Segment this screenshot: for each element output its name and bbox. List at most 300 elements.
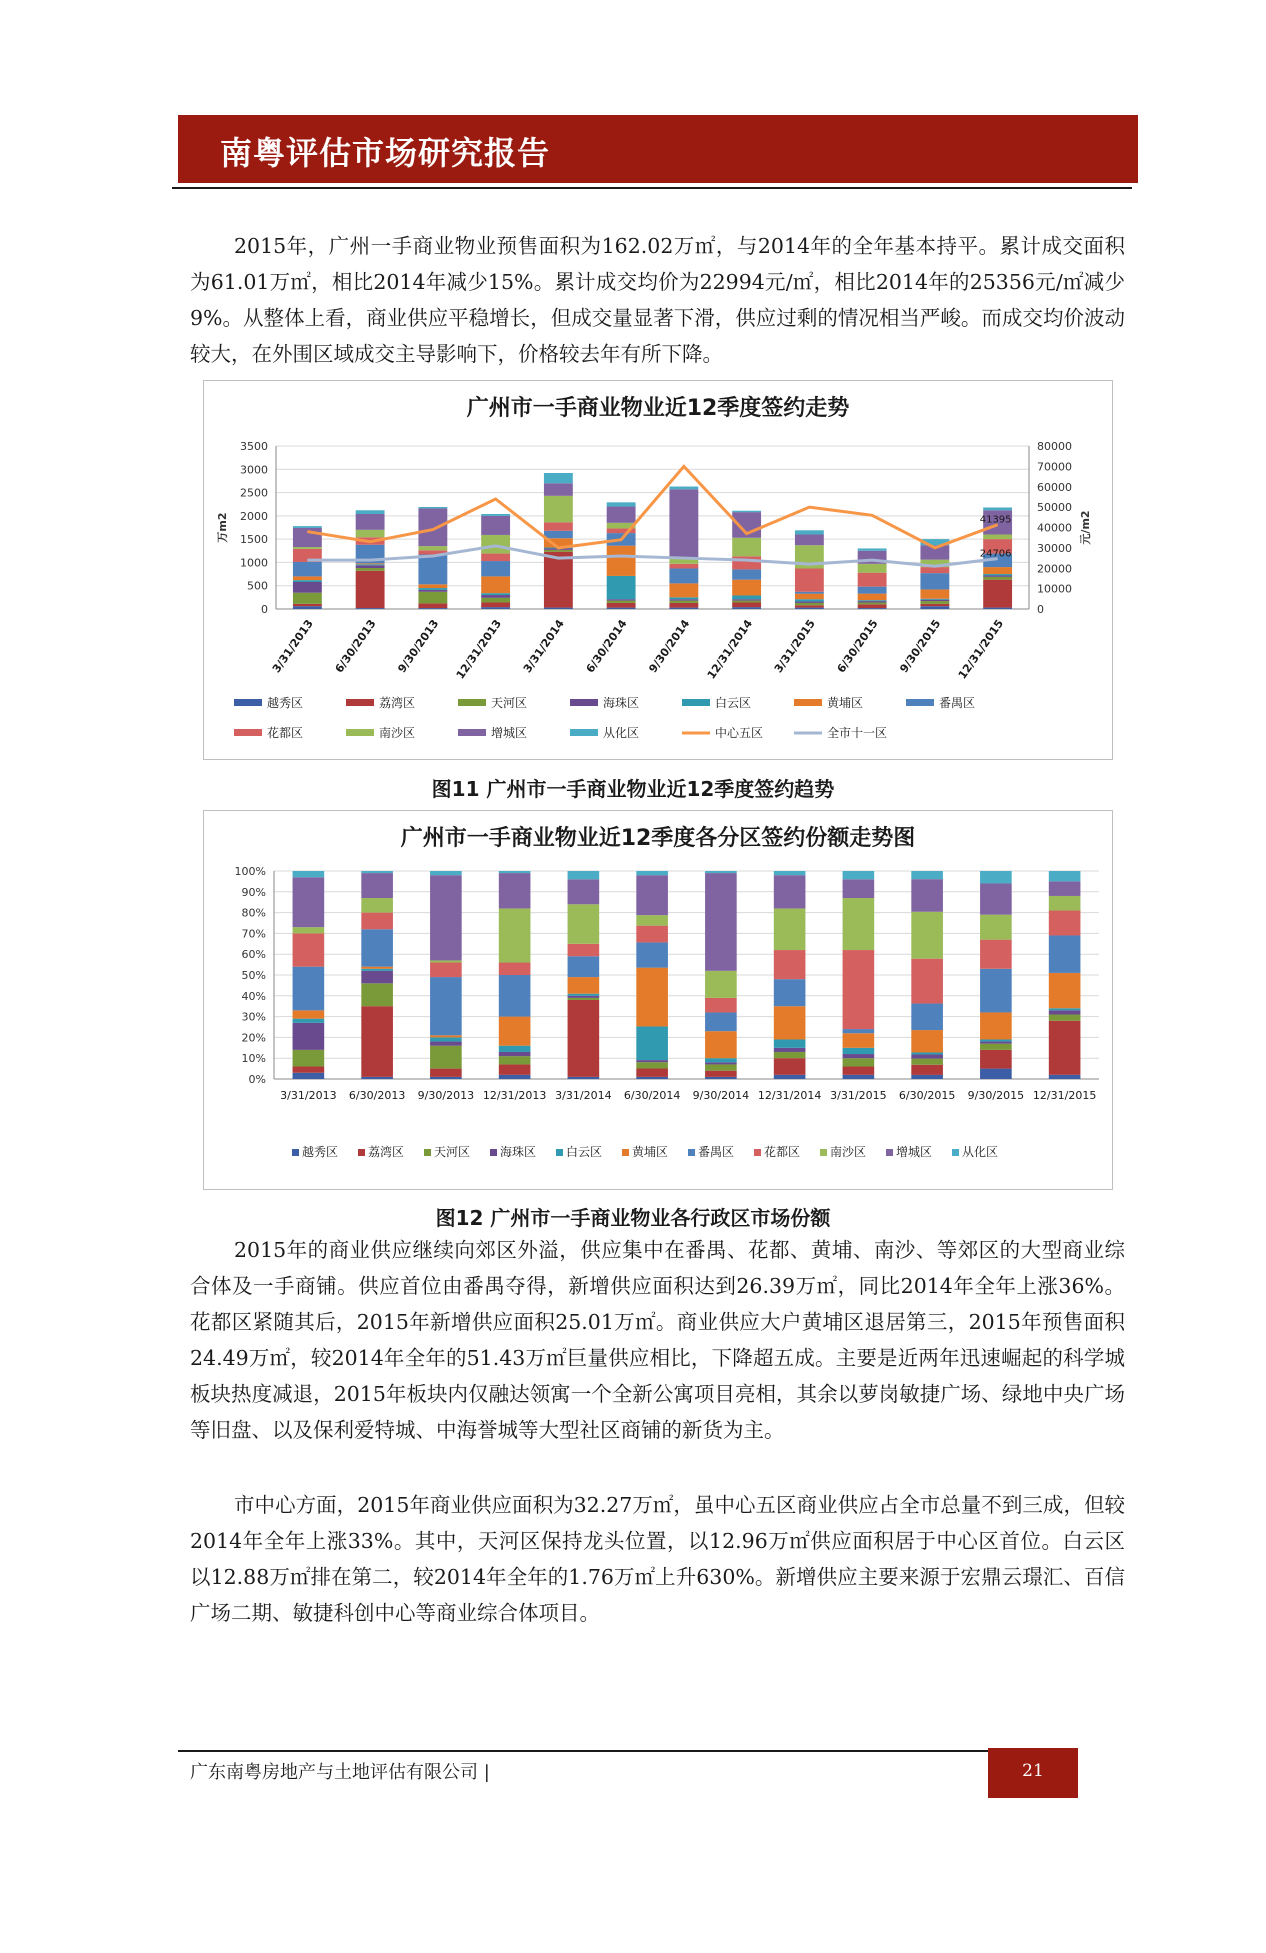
- bar-segment---6: [669, 583, 698, 597]
- bar-segment---2: [418, 507, 447, 508]
- report-title: 南粤评估市场研究报告: [220, 134, 551, 172]
- bar-segment---4: [568, 998, 600, 1000]
- bar-segment---1: [356, 530, 385, 537]
- bar-segment---6: [669, 564, 698, 569]
- bar-segment---11: [1049, 1008, 1081, 1010]
- bar-segment---3: [481, 576, 510, 593]
- bar-segment---10: [980, 1069, 1012, 1079]
- bar-segment---0: [293, 1067, 325, 1073]
- bar-segment---7: [774, 1039, 806, 1047]
- bar-segment---6: [705, 1062, 737, 1064]
- header-divider: [172, 187, 1132, 189]
- page-number: 21: [988, 1748, 1078, 1798]
- bar-segment---6: [705, 1012, 737, 1031]
- bar-segment---2: [430, 1069, 462, 1077]
- bar-segment---8: [843, 1075, 875, 1079]
- bar-segment---3: [499, 1056, 531, 1064]
- bar-segment---8: [795, 592, 824, 594]
- bar-segment---4: [544, 496, 573, 523]
- bar-segment---6: [669, 603, 698, 608]
- bar-segment---2: [430, 871, 462, 875]
- bar-segment---8: [795, 568, 824, 591]
- bar-segment---1: [361, 873, 393, 898]
- bar-segment---0: [293, 1023, 325, 1050]
- legend-swatch: [458, 699, 486, 706]
- x-tick-label: 6/30/2013: [348, 1089, 406, 1102]
- bar-segment---8: [795, 530, 824, 534]
- y2-tick-label: 20000: [1037, 562, 1072, 576]
- bar-segment---1: [361, 1077, 393, 1079]
- bar-segment---10: [920, 601, 949, 604]
- bar-segment---8: [843, 1067, 875, 1075]
- y-tick-label: 60%: [241, 948, 266, 962]
- bar-segment---2: [430, 1035, 462, 1037]
- bar-segment---8: [843, 1029, 875, 1033]
- legend-label: 海珠区: [603, 696, 640, 710]
- bar-segment---5: [636, 926, 668, 943]
- x-tick-label: 12/31/2014: [757, 1089, 822, 1102]
- bar-segment---5: [636, 1026, 668, 1060]
- y-tick-label: 80%: [241, 906, 266, 920]
- bar-segment---11: [1049, 935, 1081, 972]
- bar-segment---2: [430, 875, 462, 960]
- bar-segment---0: [293, 927, 325, 933]
- bar-segment---4: [568, 904, 600, 944]
- bar-segment---2: [418, 588, 447, 590]
- bar-segment---4: [568, 1000, 600, 1077]
- legend-label: 从化区: [603, 726, 640, 740]
- bar-segment---9: [858, 548, 887, 550]
- bar-segment---11: [983, 574, 1012, 575]
- bar-segment---4: [544, 531, 573, 538]
- x-tick-label: 12/31/2013: [453, 617, 505, 682]
- bar-segment---7: [774, 979, 806, 1006]
- bar-segment---5: [607, 599, 636, 600]
- legend-swatch: [346, 699, 374, 706]
- bar-segment---1: [356, 565, 385, 568]
- bar-segment---8: [843, 879, 875, 898]
- legend-swatch: [682, 699, 710, 706]
- bar-segment---4: [568, 996, 600, 998]
- y2-tick-label: 60000: [1037, 480, 1072, 494]
- paragraph-supply-text: 2015年的商业供应继续向郊区外溢，供应集中在番禺、花都、黄埔、南沙、等郊区的大型商业综合体及一手商铺。供应首位由番禺夺得，新增供应面积达到26.39万㎡，同比2014年全年上涨36%。花都区紧随其后，2015年新增供应面积25.01万㎡。商业供应大户黄埔区退居第三，2015年预售面积24.49万㎡，较2014年全年的51.43万㎡巨量供应相比，下降超五成。主要是近两年迅速崛起的科学城板块热度减退，2015年板块内仅融达领寓一个全新公寓项目亮相，其余以萝岗敏捷广场、绿地中央广场等旧盘、以及保利爱特城、中海誉城等大型社区商铺的新货为主。: [190, 1238, 1125, 1442]
- bar-segment---1: [356, 510, 385, 514]
- bar-segment---3: [481, 514, 510, 516]
- x-tick-label: 12/31/2015: [1032, 1089, 1097, 1102]
- x-tick-label: 3/31/2015: [830, 1089, 887, 1102]
- bar-segment---10: [920, 604, 949, 606]
- figure-11-caption: 图11 广州市一手商业物业近12季度签约趋势: [431, 777, 835, 801]
- legend-label: 越秀区: [302, 1145, 339, 1159]
- chart-signing-trend: [203, 380, 1113, 760]
- bar-segment---11: [983, 507, 1012, 510]
- bar-segment---3: [481, 598, 510, 603]
- bar-segment---10: [980, 1042, 1012, 1044]
- bar-segment---8: [843, 1054, 875, 1058]
- bar-segment---8: [795, 594, 824, 600]
- bar-segment---10: [980, 940, 1012, 969]
- bar-segment---3: [481, 554, 510, 561]
- legend-swatch: [794, 699, 822, 706]
- bar-segment---11: [1049, 896, 1081, 911]
- y-axis-label: 万m2: [216, 512, 229, 543]
- line-series-1: [307, 546, 997, 566]
- bar-segment---5: [607, 576, 636, 599]
- bar-segment---3: [481, 595, 510, 598]
- bar-segment---5: [636, 915, 668, 926]
- chart-district-share-svg: [204, 811, 1112, 1189]
- bar-segment---9: [911, 871, 943, 879]
- y-tick-label: 20%: [241, 1031, 266, 1045]
- x-tick-label: 6/30/2015: [834, 617, 881, 676]
- legend-swatch: [458, 729, 486, 736]
- bar-segment---2: [418, 555, 447, 585]
- bar-segment---8: [795, 602, 824, 603]
- bar-segment---2: [418, 546, 447, 550]
- bar-segment---2: [418, 603, 447, 608]
- x-tick-label: 6/30/2014: [623, 1089, 681, 1102]
- bar-segment---7: [774, 871, 806, 875]
- x-tick-label: 9/30/2015: [967, 1089, 1025, 1102]
- bar-segment---8: [795, 603, 824, 605]
- bar-segment---7: [774, 908, 806, 950]
- bar-segment---4: [568, 879, 600, 904]
- legend-swatch: [570, 699, 598, 706]
- x-tick-label: 9/30/2013: [395, 617, 442, 676]
- paragraph-intro: [190, 228, 1125, 372]
- bar-segment---11: [1049, 1015, 1081, 1021]
- bar-segment---7: [774, 1052, 806, 1058]
- bar-segment---8: [795, 534, 824, 545]
- legend-swatch: [346, 729, 374, 736]
- legend-swatch: [952, 1149, 959, 1156]
- bar-segment---1: [361, 898, 393, 913]
- bar-segment---0: [293, 1019, 325, 1023]
- x-tick-label: 9/30/2013: [417, 1089, 475, 1102]
- bar-segment---5: [636, 1068, 668, 1076]
- x-tick-label: 3/31/2013: [280, 1089, 337, 1102]
- legend-swatch: [754, 1149, 761, 1156]
- bar-segment---0: [293, 933, 325, 966]
- bar-segment---1: [356, 568, 385, 571]
- bar-segment---10: [920, 599, 949, 600]
- legend-swatch: [886, 1149, 893, 1156]
- bar-segment---0: [293, 582, 322, 593]
- legend-label: 番禺区: [939, 696, 976, 710]
- legend-label: 南沙区: [830, 1145, 867, 1159]
- bar-segment---3: [481, 602, 510, 607]
- legend-swatch: [906, 699, 934, 706]
- bar-segment---7: [774, 1006, 806, 1039]
- bar-segment---3: [499, 1017, 531, 1046]
- bar-segment---10: [920, 573, 949, 589]
- bar-segment---6: [705, 1064, 737, 1070]
- y2-axis-label: 元/m2: [1079, 510, 1092, 545]
- bar-segment---0: [293, 871, 325, 877]
- bar-segment---10: [980, 969, 1012, 1013]
- legend-label: 增城区: [896, 1145, 933, 1159]
- bar-segment---0: [293, 562, 322, 576]
- bar-segment---3: [499, 873, 531, 908]
- bar-segment---2: [418, 608, 447, 609]
- bar-segment---5: [607, 601, 636, 603]
- bar-segment---6: [705, 1058, 737, 1062]
- bar-segment---9: [858, 564, 887, 573]
- bar-segment---0: [293, 593, 322, 604]
- legend-label: 黄埔区: [632, 1145, 669, 1159]
- bar-segment---9: [858, 600, 887, 601]
- bar-segment---3: [499, 1075, 531, 1079]
- bar-segment---1: [361, 983, 393, 1006]
- legend-swatch: [622, 1149, 629, 1156]
- bar-segment---9: [911, 1075, 943, 1079]
- legend-label: 从化区: [962, 1145, 999, 1159]
- bar-segment---5: [607, 603, 636, 608]
- bar-segment---4: [544, 522, 573, 530]
- chart-title: 广州市一手商业物业近12季度签约走势: [466, 396, 850, 421]
- data-label: 41395: [979, 514, 1012, 526]
- bar-segment---6: [669, 489, 698, 557]
- bar-segment---4: [568, 1077, 600, 1079]
- y2-tick-label: 70000: [1037, 460, 1072, 474]
- y-tick-label: 50%: [241, 969, 266, 982]
- y2-tick-label: 50000: [1037, 501, 1072, 515]
- bar-segment---6: [669, 487, 698, 490]
- bar-segment---10: [920, 589, 949, 598]
- legend-label: 花都区: [764, 1145, 801, 1159]
- bar-segment---2: [430, 1077, 462, 1079]
- x-tick-label: 9/30/2015: [897, 617, 944, 676]
- bar-segment---4: [568, 871, 600, 879]
- bar-segment---1: [361, 969, 393, 971]
- bar-segment---1: [361, 913, 393, 930]
- bar-segment---4: [544, 483, 573, 496]
- y2-tick-label: 80000: [1037, 440, 1072, 453]
- y-tick-label: 3500: [240, 440, 268, 453]
- bar-segment---9: [858, 594, 887, 601]
- bar-segment---6: [705, 1071, 737, 1077]
- y-tick-label: 3000: [240, 463, 268, 477]
- bar-segment---7: [732, 538, 761, 557]
- y-tick-label: 0%: [248, 1073, 266, 1086]
- bar-segment---9: [858, 608, 887, 609]
- bar-segment---6: [705, 1031, 737, 1058]
- bar-segment---2: [418, 508, 447, 546]
- bar-segment---5: [636, 871, 668, 875]
- bar-segment---6: [705, 871, 737, 873]
- bar-segment---9: [911, 1004, 943, 1031]
- bar-segment---4: [544, 473, 573, 483]
- paragraph-city-center-text: 市中心方面，2015年商业供应面积为32.27万㎡，虽中心五区商业供应占全市总量不到三成，但较2014年全年上涨33%。其中，天河区保持龙头位置，以12.96万㎡供应面积居于中心区首位。白云区以12.88万㎡排在第二，较2014年全年的1.76万㎡上升630%。新增供应主要来源于宏鼎云璟汇、百信广场二期、敏捷科创中心等商业综合体项目。: [190, 1493, 1125, 1625]
- bar-segment---8: [795, 605, 824, 607]
- bar-segment---9: [911, 912, 943, 959]
- bar-segment---0: [293, 1073, 325, 1079]
- bar-segment---7: [774, 1048, 806, 1052]
- bar-segment---4: [568, 994, 600, 996]
- bar-segment---6: [705, 998, 737, 1013]
- bar-segment---5: [607, 507, 636, 523]
- bar-segment---8: [843, 871, 875, 879]
- bar-segment---3: [481, 593, 510, 595]
- bar-segment---8: [795, 608, 824, 609]
- bar-segment---1: [356, 564, 385, 565]
- legend-label: 白云区: [715, 696, 752, 710]
- legend-label: 全市十一区: [827, 726, 888, 740]
- bar-segment---4: [544, 552, 573, 608]
- bar-segment---10: [920, 600, 949, 601]
- bar-segment---11: [983, 580, 1012, 608]
- bar-segment---3: [499, 1052, 531, 1056]
- bar-segment---11: [983, 534, 1012, 539]
- bar-segment---0: [293, 580, 322, 582]
- legend-label: 增城区: [491, 726, 528, 740]
- x-tick-label: 3/31/2014: [520, 617, 567, 676]
- bar-segment---8: [843, 1058, 875, 1066]
- y-tick-label: 90%: [241, 885, 266, 899]
- legend-label: 天河区: [491, 696, 528, 710]
- bar-segment---1: [361, 871, 393, 873]
- y-tick-label: 70%: [241, 927, 266, 941]
- bar-segment---5: [636, 1077, 668, 1079]
- bar-segment---11: [983, 608, 1012, 609]
- bar-segment---4: [568, 956, 600, 977]
- bar-segment---6: [669, 568, 698, 583]
- bar-segment---9: [911, 1059, 943, 1065]
- bar-segment---11: [983, 567, 1012, 574]
- bar-segment---6: [705, 971, 737, 998]
- bar-segment---7: [732, 569, 761, 579]
- bar-segment---0: [293, 576, 322, 580]
- bar-segment---9: [911, 1065, 943, 1075]
- bar-segment---3: [499, 1046, 531, 1052]
- bar-segment---11: [1049, 1075, 1081, 1079]
- legend-label: 番禺区: [698, 1145, 735, 1159]
- bar-segment---4: [568, 977, 600, 994]
- y2-tick-label: 30000: [1037, 541, 1072, 555]
- bar-segment---11: [1049, 1010, 1081, 1014]
- bar-segment---2: [430, 960, 462, 962]
- bar-segment---0: [293, 1010, 325, 1018]
- bar-segment---1: [356, 514, 385, 530]
- legend-swatch: [688, 1149, 695, 1156]
- y2-tick-label: 0: [1037, 603, 1044, 616]
- legend-label: 荔湾区: [379, 696, 416, 710]
- y-tick-label: 500: [247, 579, 268, 593]
- legend-swatch: [424, 1149, 431, 1156]
- legend-swatch: [570, 729, 598, 736]
- bar-segment---7: [774, 1058, 806, 1075]
- bar-segment---0: [293, 967, 325, 1011]
- bar-segment---5: [607, 502, 636, 506]
- legend-swatch: [820, 1149, 827, 1156]
- bar-segment---3: [481, 561, 510, 576]
- bar-segment---5: [636, 1062, 668, 1068]
- x-tick-label: 6/30/2015: [898, 1089, 956, 1102]
- footer-divider: [178, 1750, 1078, 1752]
- paragraph-intro-text: 2015年，广州一手商业物业预售面积为162.02万㎡，与2014年的全年基本持平。累计成交面积为61.01万㎡，相比2014年减少15%。累计成交均价为22994元/㎡，相比2014年的25356元/㎡减少9%。从整体上看，商业供应平稳增长，但成交量显著下滑，供应过剩的情况相当严峻。而成交均价波动较大，在外围区域成交主导影响下，价格较去年有所下降。: [190, 234, 1125, 366]
- bar-segment---2: [418, 592, 447, 604]
- footer-company: 广东南粤房地产与土地评估有限公司 |: [190, 1762, 490, 1783]
- bar-segment---7: [732, 595, 761, 599]
- bar-segment---7: [774, 875, 806, 908]
- legend-swatch: [234, 729, 262, 736]
- bar-segment---3: [481, 516, 510, 535]
- line-series-0: [307, 466, 997, 548]
- bar-segment---9: [858, 604, 887, 608]
- bar-segment---5: [636, 1060, 668, 1062]
- bar-segment---2: [430, 963, 462, 978]
- bar-segment---8: [843, 898, 875, 950]
- bar-segment---7: [732, 602, 761, 607]
- bar-segment---11: [983, 575, 1012, 576]
- bar-segment---3: [499, 871, 531, 873]
- bar-segment---3: [499, 963, 531, 975]
- legend-label: 黄埔区: [827, 696, 864, 710]
- bar-segment---10: [980, 1012, 1012, 1039]
- bar-segment---9: [858, 587, 887, 594]
- bar-segment---0: [293, 877, 325, 927]
- y-tick-label: 2500: [240, 486, 268, 500]
- bar-segment---1: [361, 1006, 393, 1077]
- bar-segment---11: [1049, 871, 1081, 881]
- bar-segment---4: [544, 608, 573, 609]
- bar-segment---1: [356, 563, 385, 564]
- legend-swatch: [556, 1149, 563, 1156]
- bar-segment---0: [293, 547, 322, 549]
- bar-segment---8: [795, 599, 824, 601]
- x-tick-label: 3/31/2015: [771, 617, 818, 676]
- bar-segment---10: [980, 871, 1012, 883]
- x-tick-label: 3/31/2013: [269, 617, 316, 676]
- x-tick-label: 6/30/2013: [332, 617, 379, 676]
- bar-segment---10: [980, 1050, 1012, 1069]
- bar-segment---11: [1049, 881, 1081, 896]
- y-tick-label: 10%: [241, 1052, 266, 1066]
- legend-label: 花都区: [267, 726, 304, 740]
- bar-segment---6: [669, 601, 698, 603]
- bar-segment---11: [1049, 911, 1081, 936]
- legend-label: 中心五区: [715, 726, 764, 740]
- bar-segment---2: [418, 590, 447, 592]
- bar-segment---9: [911, 1052, 943, 1054]
- y-tick-label: 100%: [234, 865, 266, 878]
- bar-segment---5: [607, 608, 636, 609]
- bar-segment---6: [669, 608, 698, 609]
- x-tick-label: 12/31/2015: [955, 617, 1007, 682]
- y-tick-label: 1000: [240, 556, 268, 570]
- bar-segment---6: [705, 873, 737, 971]
- bar-segment---1: [361, 929, 393, 966]
- bar-segment---8: [843, 950, 875, 1029]
- figure-12-caption: 图12 广州市一手商业物业各行政区市场份额: [435, 1206, 831, 1230]
- bar-segment---2: [430, 1037, 462, 1041]
- chart-signing-trend-svg: [204, 381, 1112, 759]
- y2-tick-label: 40000: [1037, 521, 1072, 535]
- legend-swatch: [234, 699, 262, 706]
- bar-segment---10: [980, 1039, 1012, 1041]
- legend-label: 白云区: [566, 1145, 603, 1159]
- bar-segment---8: [843, 1033, 875, 1048]
- y-tick-label: 30%: [241, 1010, 266, 1024]
- bar-segment---7: [732, 511, 761, 512]
- bar-segment---4: [544, 550, 573, 552]
- bar-segment---9: [911, 879, 943, 912]
- bar-segment---5: [636, 968, 668, 1027]
- bar-segment---11: [1049, 1021, 1081, 1075]
- bar-segment---5: [636, 942, 668, 967]
- bar-segment---3: [499, 1064, 531, 1074]
- bar-segment---2: [430, 1046, 462, 1069]
